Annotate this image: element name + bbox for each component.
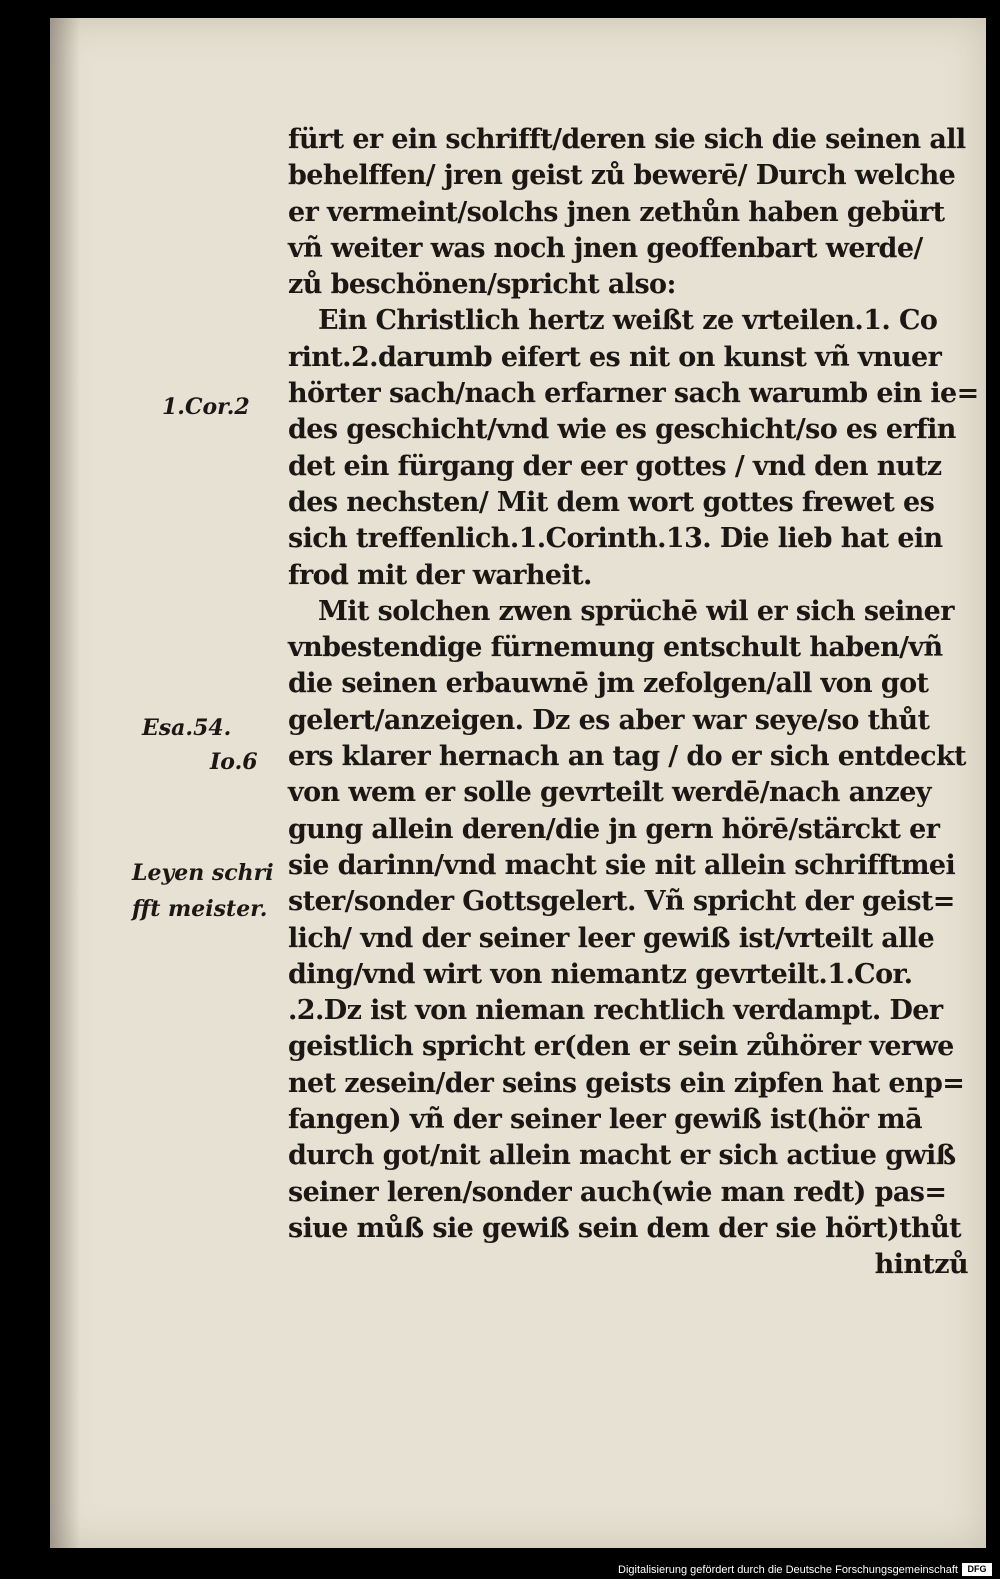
text-line: vñ weiter was noch jnen geoffenbart werde/ [288, 232, 923, 264]
margin-note-leyen: Leyen schri [132, 860, 274, 886]
text-line: Mit solchen zwen sprüchē wil er sich seiner [318, 595, 954, 627]
text-line: frod mit der warheit. [288, 559, 592, 591]
dfg-logo: DFG [962, 1563, 992, 1576]
text-line: net zesein/der seins geists ein zipfen hat enp= [288, 1067, 965, 1099]
text-line: det ein fürgang der eer gottes / vnd den nutz [288, 450, 942, 482]
book-page [50, 18, 986, 1548]
catchword: hintzů [874, 1249, 968, 1281]
text-line: gung allein deren/die jn gern hörē/stärckt er [288, 813, 940, 845]
margin-note-cor: 1.Cor.2 [162, 394, 250, 420]
main-text-block [288, 122, 979, 1284]
text-line: sie darinn/vnd macht sie nit allein schrifftmei [288, 849, 956, 881]
text-line: Ein Christlich hertz weißt ze vrteilen.1. Co [318, 305, 938, 337]
text-line: des nechsten/ Mit dem wort gottes frewet es [288, 486, 935, 518]
text-line: behelffen/ jren geist zů bewerē/ Durch welche [288, 160, 956, 192]
text-line: fangen) vñ der seiner leer gewiß ist(hör mā [288, 1104, 923, 1136]
text-line: er vermeint/solchs jnen zethůn haben gebürt [288, 196, 945, 228]
text-line: des geschicht/vnd wie es geschicht/so es erfin [288, 414, 956, 446]
text-line: ster/sonder Gottsgelert. Vñ spricht der geist= [288, 886, 955, 918]
text-line: sich treffenlich.1.Corinth.13. Die lieb hat ein [288, 523, 943, 555]
spine-shadow [50, 18, 80, 1548]
margin-note-meister: fft meister. [132, 896, 268, 922]
text-line: ers klarer hernach an tag / do er sich entdeckt [288, 741, 966, 773]
text-line: gelert/anzeigen. Dz es aber war seye/so thůt [288, 704, 930, 736]
text-line: ding/vnd wirt von niemantz gevrteilt.1.Cor. [288, 958, 913, 990]
text-line: durch got/nit allein macht er sich actiue gwiß [288, 1140, 956, 1172]
footer-credit: Digitalisierung gefördert durch die Deutsche Forschungsgemeinschaft [618, 1564, 958, 1576]
margin-note-io: Io.6 [210, 749, 258, 775]
text-line: zů beschönen/spricht also: [288, 269, 676, 301]
margin-note-esa: Esa.54. [142, 715, 232, 741]
text-line: .2.Dz ist von nieman rechtlich verdampt. Der [288, 995, 943, 1027]
text-line: die seinen erbauwnē jm zefolgen/all von got [288, 668, 929, 700]
text-line: hörter sach/nach erfarner sach warumb ein ie= [288, 378, 979, 410]
footer-bar [0, 1559, 1000, 1579]
text-line: von wem er solle gevrteilt werdē/nach anzey [288, 777, 931, 809]
text-line: fürt er ein schrifft/deren sie sich die seinen all [288, 124, 966, 155]
text-line: lich/ vnd der seiner leer gewiß ist/vrteilt alle [288, 922, 935, 954]
text-line: rint.2.darumb eifert es nit on kunst vñ vnuer [288, 341, 942, 373]
text-line: geistlich spricht er(den er sein zůhörer verwe [288, 1031, 954, 1063]
text-line: vnbestendige fürnemung entschult haben/vñ [288, 632, 943, 664]
text-line: seiner leren/sonder auch(wie man redt) pas= [288, 1176, 947, 1208]
text-line: siue můß sie gewiß sein dem der sie hört)thůt [288, 1212, 962, 1244]
